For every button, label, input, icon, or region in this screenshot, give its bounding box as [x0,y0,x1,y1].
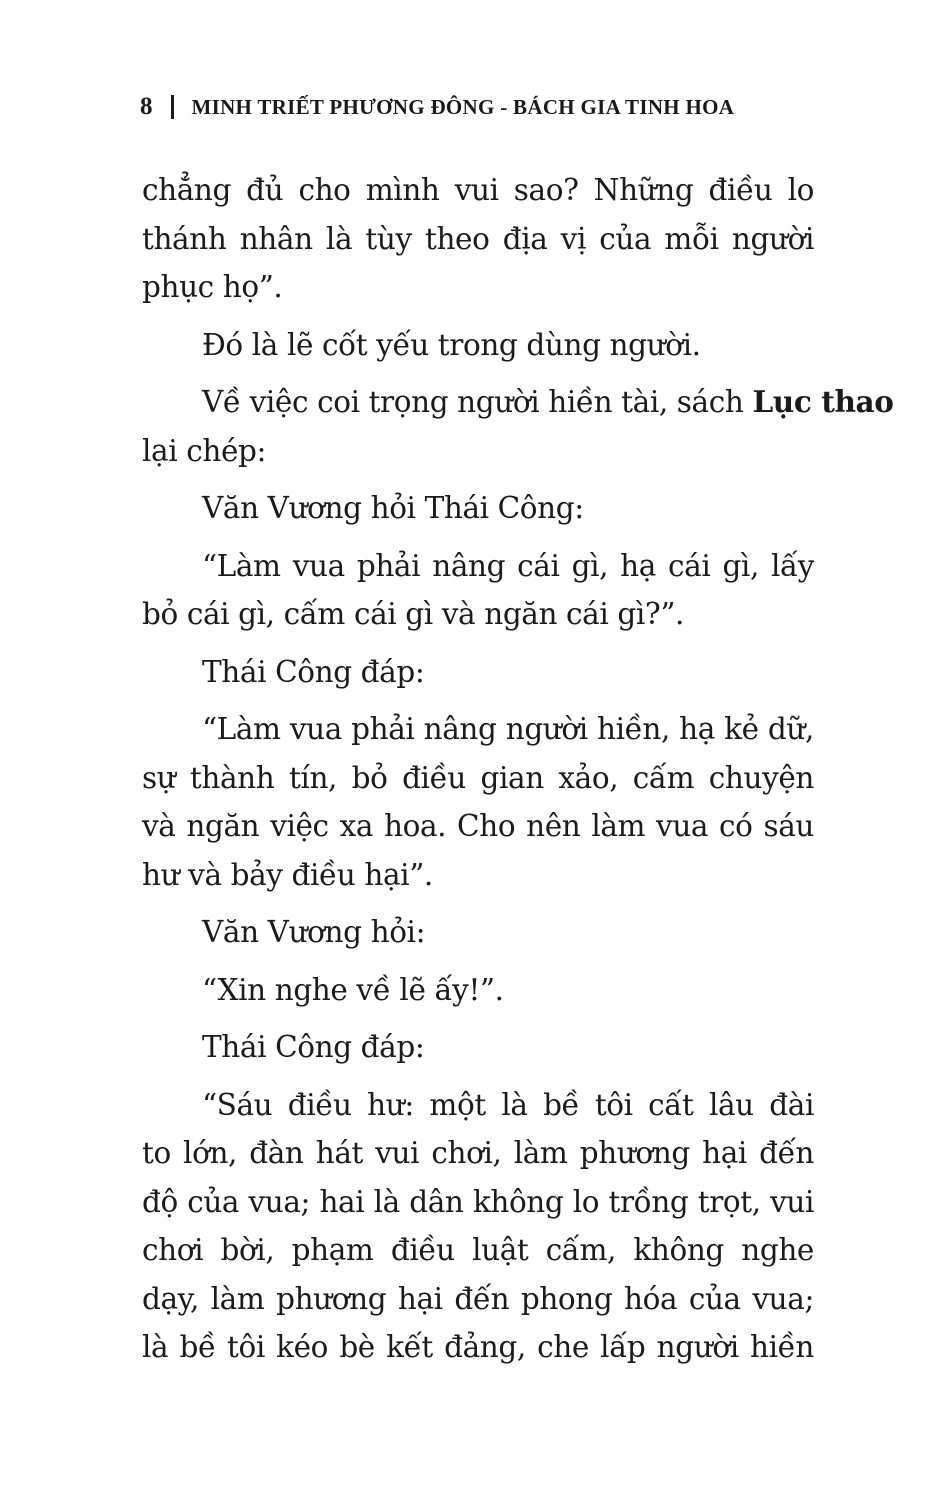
text-line [142,378,894,427]
text-line: thánh nhân là tùy theo địa vị của mỗi người [142,221,814,256]
text-line: to lớn, đàn hát vui chơi, làm phương hại đến [142,1136,814,1170]
text-line: hư và bảy điều hại”. [142,857,433,892]
book-name-bold: Lục thao [752,384,894,419]
text-line: sự thành tín, bỏ điều gian xảo, cấm chuyện [142,760,814,795]
text-line: bỏ cái gì, cấm cái gì và ngăn cái gì?”. [142,597,684,631]
text-line: dạy, làm phương hại đến phong hóa của vua; [142,1281,814,1316]
text-line: là bề tôi kéo bè kết đảng, che lấp người hiền [142,1330,814,1364]
body-text [142,166,894,1372]
book-title: MINH TRIẾT PHƯƠNG ĐÔNG - BÁCH GIA TINH HOA [191,94,735,119]
text-line: “Xin nghe về lẽ ấy!”. [202,972,504,1007]
text-line: độ của vua; hai là dân không lo trồng trọt, vui [142,1184,814,1219]
text-line: “Làm vua phải nâng cái gì, hạ cái gì, lấy [202,548,814,583]
running-header [140,92,734,122]
text-line: chẳng đủ cho mình vui sao? Những điều lo [142,173,814,207]
text-line: phục họ”. [142,270,283,304]
text-line: chơi bời, phạm điều luật cấm, không nghe [142,1233,814,1267]
text-line: Thái Công đáp: [202,1030,425,1064]
text-line: “Làm vua phải nâng người hiền, hạ kẻ dữ, [202,712,814,746]
text-line: Đó là lẽ cốt yếu trong dùng người. [202,327,701,362]
page-number: 8 [140,93,153,120]
text-line: lại chép: [142,433,267,468]
text-line: Thái Công đáp: [202,654,425,689]
text-line: “Sáu điều hư: một là bề tôi cất lâu đài [202,1087,814,1122]
header-separator [171,95,174,119]
text-line: Văn Vương hỏi Thái Công: [202,491,584,525]
text-line: và ngăn việc xa hoa. Cho nên làm vua có sáu [142,809,814,843]
text-line: Văn Vương hỏi: [202,915,426,949]
text-segment: Về việc coi trọng người hiền tài, sách [202,385,744,419]
